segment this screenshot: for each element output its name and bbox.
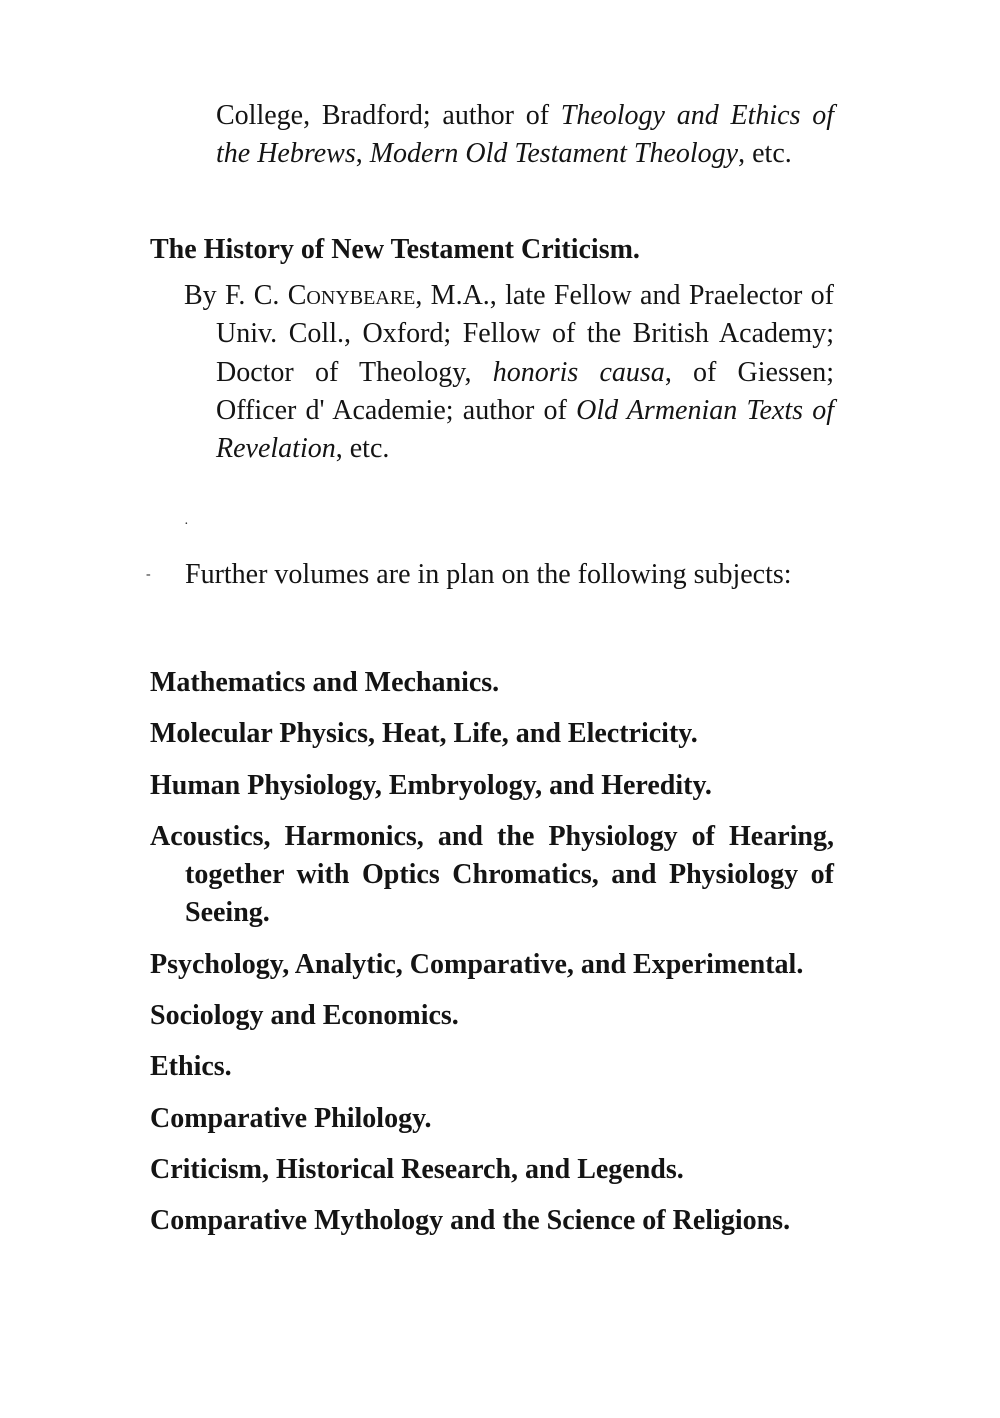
subject-item: Molecular Physics, Heat, Life, and Electricity. [150, 718, 698, 750]
entry-separator: , [355, 138, 370, 170]
subject-item: Ethics. [150, 1051, 232, 1083]
stray-dash-mark: - [146, 567, 151, 582]
entry-prefix: College, Bradford; author of [216, 100, 561, 131]
further-volumes-intro: Further volumes are in plan on the following subjects: [185, 559, 792, 590]
subject-item: Human Physiology, Embryology, and Heredity. [150, 769, 712, 801]
book-author-entry [150, 277, 834, 468]
entry-work-1: Theology and Ethics of the Hebrews [216, 100, 834, 170]
entry-suffix: , etc. [738, 138, 792, 170]
subject-item: Mathematics and Mechanics. [150, 667, 500, 698]
author-by: By F. C. [184, 280, 288, 311]
author-name: Conybeare [287, 280, 416, 311]
author-work: Old Armenian Texts of Revelation [216, 394, 835, 465]
continued-entry [150, 97, 834, 174]
author-suffix: , etc. [335, 433, 390, 465]
author-desc-2: , of Giessen; Officer d' Academie; author of [216, 356, 834, 426]
book-title: The History of New Testament Criticism. [150, 234, 640, 265]
subject-item: Acoustics, Harmonics, and the Physiology of Hearing, together with Optics Chromatics, and Physiology of Seeing. [150, 820, 834, 929]
subject-item: Criticism, Historical Research, and Legends. [150, 1153, 684, 1185]
subject-item: Sociology and Economics. [150, 1000, 459, 1032]
subject-list [150, 664, 834, 1254]
author-desc-1: , M.A., late Fellow and Praelector of Univ. Coll., Oxford; Fellow of the British Academy; Doctor of Theology, [216, 280, 834, 388]
stray-dot-mark: · [184, 517, 189, 532]
subject-item: Psychology, Analytic, Comparative, and Experimental. [150, 948, 804, 980]
entry-work-2: Modern Old Testament Theology [369, 138, 739, 170]
honoris-causa: honoris causa [492, 356, 665, 388]
subject-item: Comparative Mythology and the Science of Religions. [150, 1205, 791, 1237]
subject-item: Comparative Philology. [150, 1102, 432, 1134]
